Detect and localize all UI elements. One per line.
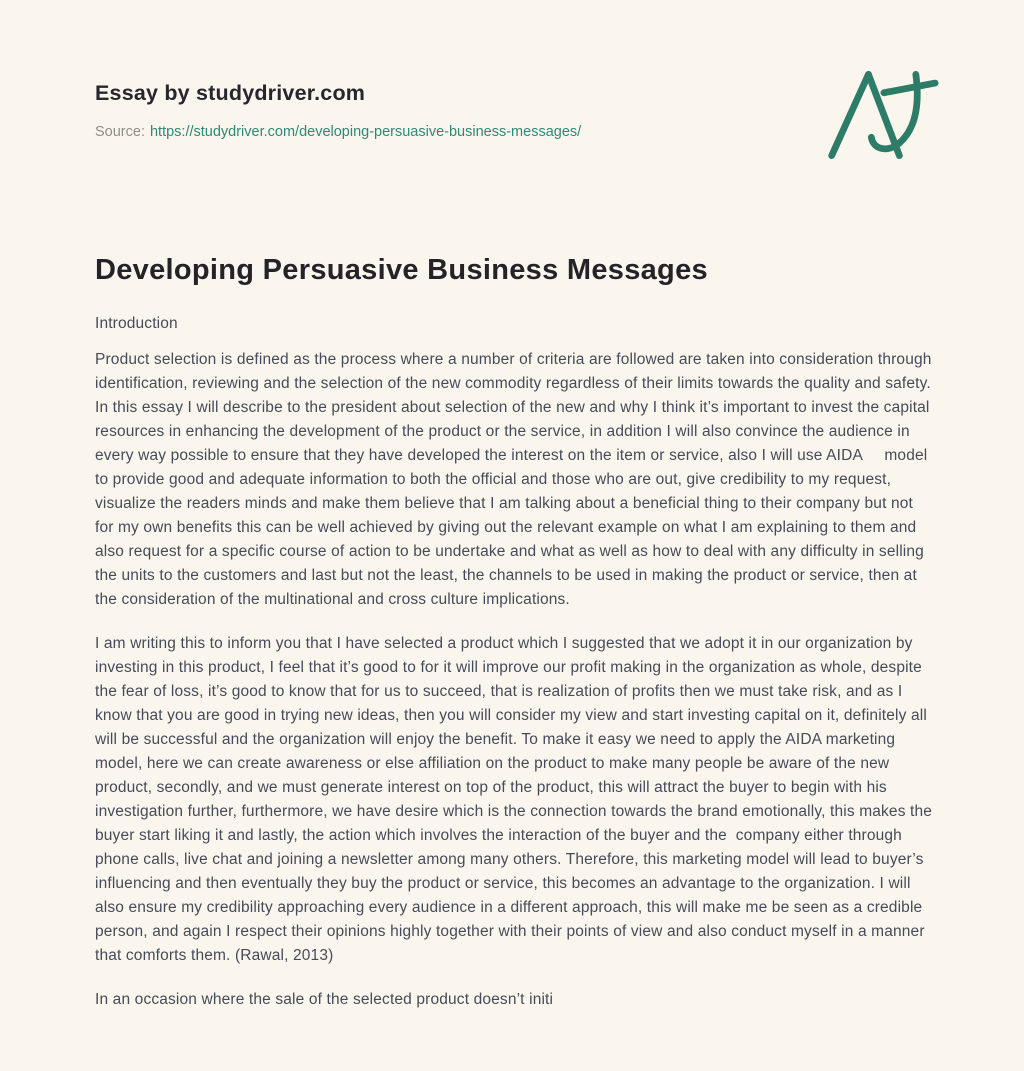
document-header [95, 80, 935, 142]
intro-label: Introduction [95, 315, 178, 332]
paragraph: I am writing this to inform you that I have selected a product which I suggested that we adopt it in our organization by investing in this product, I feel that it’s good to for it will improve our profit making in the organization as whole, despite the fear of loss, it’s good to know that for us to succeed, that is realization of profits then we must take risk, and as I know that you are good in trying new ideas, then you will consider my view and start investing capital on it, definitely all will be successful and the organization will enjoy the benefit. To make it easy we need to apply the AIDA marketing model, here we can create awareness or else affiliation on the product to make many people be aware of the new product, secondly, and we must generate interest on top of the product, this will attract the buyer to begin with his investigation further, furthermore, we have desire which is the connection towards the brand emotionally, this makes the buyer start liking it and lastly, the action which involves the interaction of the buyer and the company either through phone calls, live chat and joining a newsletter among many others. Therefore, this marketing model will lead to buyer’s influencing and then eventually they buy the product or service, this becomes an advantage to the organization. I will also ensure my credibility approaching every audience in a different approach, this will make me be seen as a credible person, and again I respect their opinions highly together with their points of view and also conduct myself in a manner that comforts them. (Rawal, 2013) [95, 635, 937, 964]
page-title: Developing Persuasive Business Messages [95, 254, 708, 286]
paragraph: In an occasion where the sale of the selected product doesn’t initi [95, 991, 554, 1008]
article [95, 252, 935, 1012]
studydriver-logo-icon [822, 66, 940, 164]
source-line [95, 122, 935, 142]
paragraph: Product selection is defined as the process where a number of criteria are followed are taken into consideration through identification, reviewing and the selection of the new commodity regardless of their limits towards the quality and safety. In this essay I will describe to the president about selection of the new and why I think it’s important to invest the capital resources in enhancing the development of the product or the service, in addition I will also convince the audience in every way possible to ensure that they have developed the interest on the item or service, also I will use AIDA model to provide good and adequate information to both the official and those who are out, give credibility to my request, visualize the readers minds and make them believe that I am talking about a beneficial thing to their company but not for my own benefits this can be well achieved by giving out the relevant example on what I am explaining to them and also request for a specific course of action to be undertake and what as well as how to deal with any difficulty in selling the units to the customers and last but not the least, the channels to be used in making the product or service, then at the consideration of the multinational and cross culture implications. [95, 351, 936, 608]
source-link[interactable]: https://studydriver.com/developing-persuasive-business-messages/ [149, 124, 582, 140]
source-label: Source: [95, 124, 145, 140]
byline: Essay by studydriver.com [95, 81, 366, 105]
